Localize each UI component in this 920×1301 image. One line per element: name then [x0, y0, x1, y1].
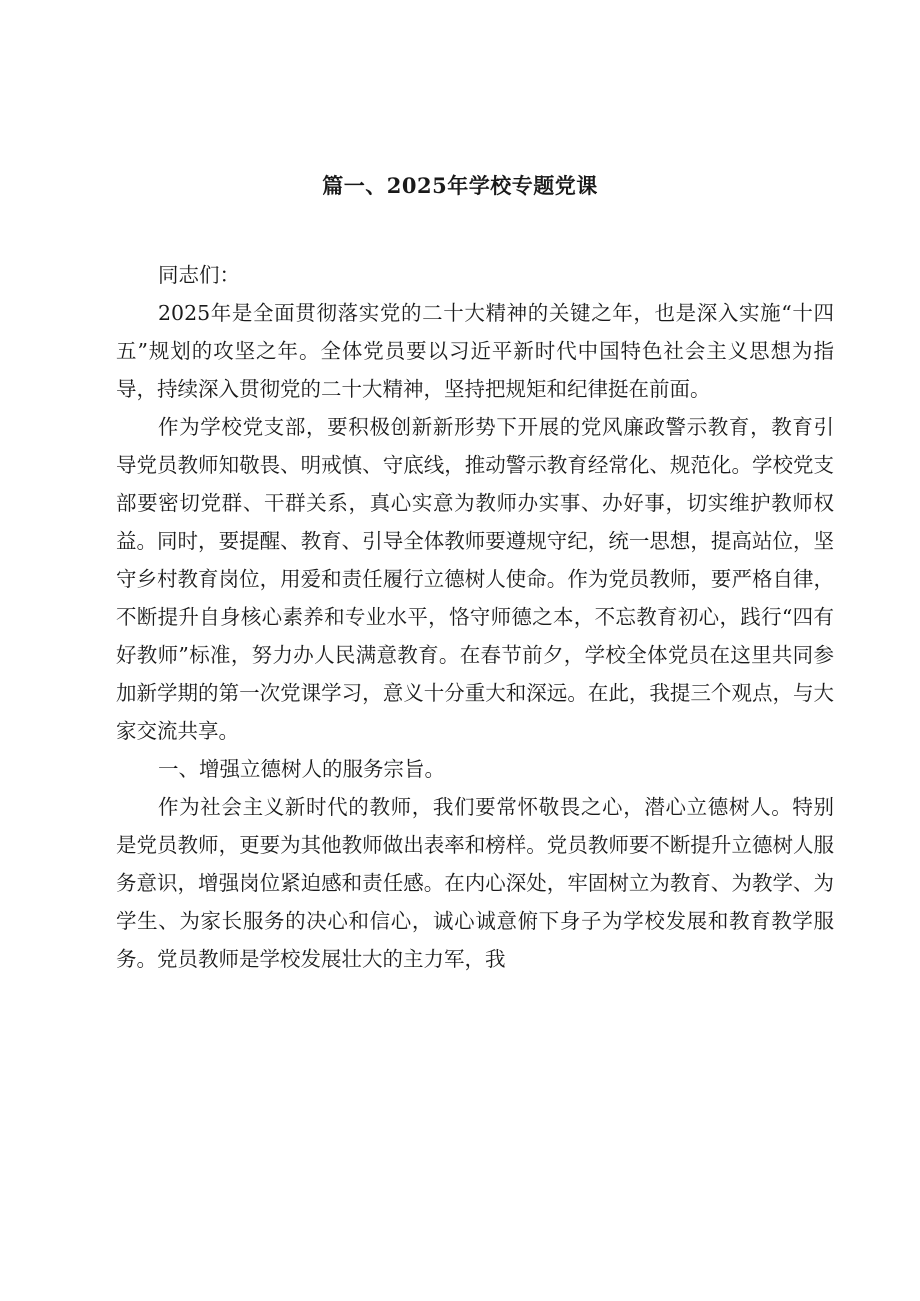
salutation: 同志们： — [158, 263, 240, 287]
section-heading-1: 一、增强立德树人的服务宗旨。 — [158, 757, 445, 781]
document-body — [116, 256, 834, 978]
paragraph-intro: 2025年是全面贯彻落实党的二十大精神的关键之年，也是深入实施“十四五”规划的攻坚之年。全体党员要以习近平新时代中国特色社会主义思想为指导，持续深入贯彻党的二十大精神，坚持把规矩和纪律挺在前面。 — [116, 301, 834, 401]
document-title: 篇一、2025年学校专题党课 — [322, 173, 598, 198]
paragraph-party-branch: 作为学校党支部，要积极创新新形势下开展的党风廉政警示教育，教育引导党员教师知敬畏、明戒慎、守底线，推动警示教育经常化、规范化。学校党支部要密切党群、干群关系，真心实意为教师办实事、办好事，切实维护教师权益。同时，要提醒、教育、引导全体教师要遵规守纪，统一思想，提高站位，坚守乡村教育岗位，用爱和责任履行立德树人使命。作为党员教师，要严格自律，不断提升自身核心素养和专业水平，恪守师德之本，不忘教育初心，践行“四有好教师”标准，努力办人民满意教育。在春节前夕，学校全体党员在这里共同参加新学期的第一次党课学习，意义十分重大和深远。在此，我提三个观点，与大家交流共享。 — [116, 415, 834, 743]
paragraph-section-1: 作为社会主义新时代的教师，我们要常怀敬畏之心，潜心立德树人。特别是党员教师，更要为其他教师做出表率和榜样。党员教师要不断提升立德树人服务意识，增强岗位紧迫感和责任感。在内心深处，牢固树立为教育、为教学、为学生、为家长服务的决心和信心，诚心诚意俯下身子为学校发展和教育教学服务。党员教师是学校发展壮大的主力军，我 — [116, 795, 834, 971]
